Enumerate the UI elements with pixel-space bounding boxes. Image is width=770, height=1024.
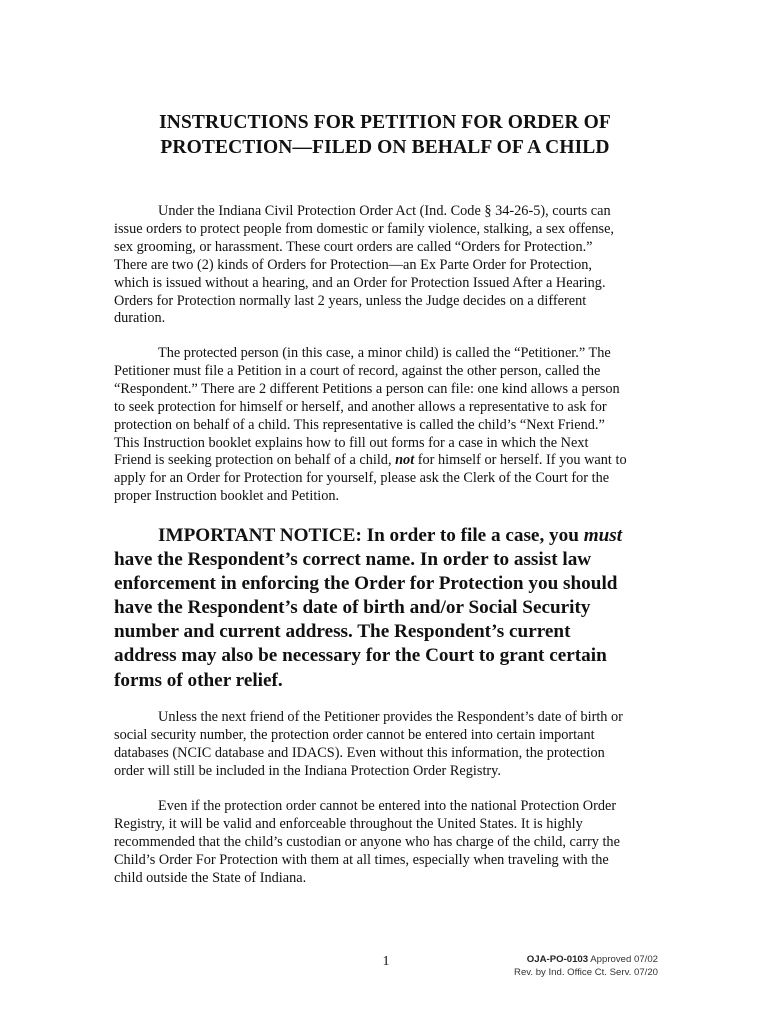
notice-line: have the Respondent’s correct name. In order to assist law xyxy=(114,549,592,571)
text-line: Petitioner must file a Petition in a court of record, against the other person, called the xyxy=(114,362,601,379)
text-line: social security number, the protection order cannot be entered into certain important xyxy=(114,726,595,743)
emphasis-must: must xyxy=(583,525,623,546)
text-line xyxy=(114,452,662,470)
text-line: issue orders to protect people from domestic or family violence, stalking, a sex offense, xyxy=(114,220,614,237)
document-title xyxy=(100,110,670,160)
notice-line: address may also be necessary for the Court to grant certain xyxy=(114,645,607,667)
text-line: The protected person (in this case, a minor child) is called the “Petitioner.” The xyxy=(158,345,611,361)
important-notice xyxy=(114,524,674,693)
notice-line: number and current address. The Respondent’s current xyxy=(114,621,571,643)
text-line: Even if the protection order cannot be entered into the national Protection Order xyxy=(158,798,617,814)
paragraph-intro xyxy=(114,203,662,328)
text-line: Unless the next friend of the Petitioner provides the Respondent’s date of birth or xyxy=(158,709,623,725)
text-line: There are two (2) kinds of Orders for Protection—an Ex Parte Order for Protection, xyxy=(114,256,592,273)
form-identifier xyxy=(514,953,658,979)
notice-heading: IMPORTANT NOTICE: In order to file a case, you xyxy=(158,525,584,546)
title-line: PROTECTION—FILED ON BEHALF OF A CHILD xyxy=(160,137,610,158)
text-line: duration. xyxy=(114,310,166,327)
paragraph-databases xyxy=(114,709,662,781)
emphasis-not: not xyxy=(395,452,415,469)
revision-note: Rev. by Ind. Office Ct. Serv. 07/20 xyxy=(514,967,658,978)
paragraph-registry xyxy=(114,798,662,888)
text-line: Orders for Protection normally last 2 years, unless the Judge decides on a different xyxy=(114,292,587,309)
notice-line: enforcement in enforcing the Order for Protection you should xyxy=(114,573,618,595)
notice-line: have the Respondent’s date of birth and/or Social Security xyxy=(114,597,591,619)
text-segment: Friend is seeking protection on behalf of a child, xyxy=(114,452,396,469)
text-line: proper Instruction booklet and Petition. xyxy=(114,488,340,505)
title-line: INSTRUCTIONS FOR PETITION FOR ORDER OF xyxy=(159,112,611,133)
text-line: to seek protection for himself or herself, and another allows a representative to ask for xyxy=(114,398,607,415)
text-line: which is issued without a hearing, and an Order for Protection Issued After a Hearing. xyxy=(114,274,606,291)
paragraph-petitioner xyxy=(114,345,662,506)
text-line: Registry, it will be valid and enforceable throughout the United States. It is highly xyxy=(114,815,583,832)
text-line: sex grooming, or harassment. These court orders are called “Orders for Protection.” xyxy=(114,238,593,255)
text-line: apply for an Order for Protection for yourself, please ask the Clerk of the Court for the xyxy=(114,470,610,487)
form-code: OJA-PO-0103 xyxy=(526,954,589,965)
text-line: recommended that the child’s custodian or anyone who has charge of the child, carry the xyxy=(114,833,620,850)
text-line: This Instruction booklet explains how to fill out forms for a case in which the Next xyxy=(114,434,589,451)
text-line: databases (NCIC database and IDACS). Even without this information, the protection xyxy=(114,744,605,761)
text-line: protection on behalf of a child. This representative is called the child’s “Next Friend.” xyxy=(114,416,605,433)
approved-date: Approved 07/02 xyxy=(588,954,658,965)
text-line: Child’s Order For Protection with them at all times, especially when traveling with the xyxy=(114,851,609,868)
form-code-line xyxy=(514,953,658,966)
text-line: “Respondent.” There are 2 different Petitions a person can file: one kind allows a person xyxy=(114,380,620,397)
text-line: Under the Indiana Civil Protection Order Act (Ind. Code § 34-26-5), courts can xyxy=(158,203,611,219)
text-line: order will still be included in the Indiana Protection Order Registry. xyxy=(114,762,501,779)
notice-line: forms of other relief. xyxy=(114,669,283,691)
text-segment: for himself or herself. If you want to xyxy=(414,452,627,469)
text-line: child outside the State of Indiana. xyxy=(114,869,307,886)
page-number: 1 xyxy=(382,954,390,969)
notice-line xyxy=(114,524,674,548)
